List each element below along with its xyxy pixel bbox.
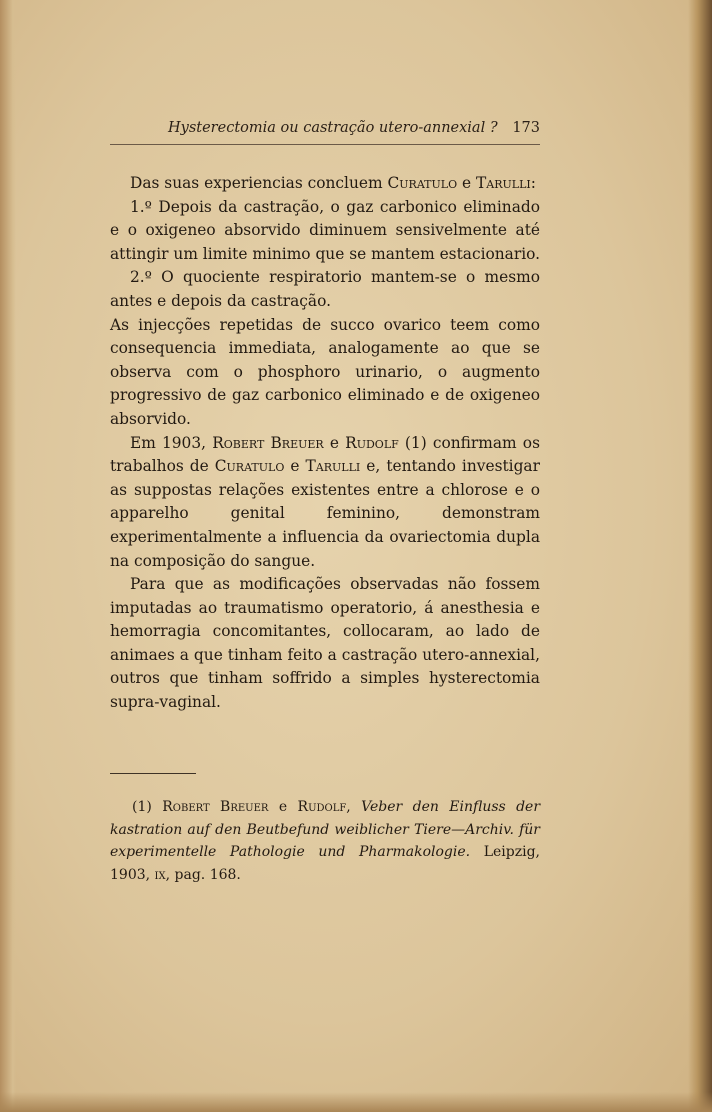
- footnote-rule: [110, 773, 196, 774]
- paragraph-3: 2.º O quociente respiratorio mantem-se o mesmo antes e depois da castração.: [110, 268, 540, 310]
- paragraph-5: Em 1903, Robert Breuer e Rudolf (1) confirmam os trabalhos de Curatulo e Tarulli e, tentando investigar as suppostas relações existentes entre a chlorose e o apparelho genital feminino, demonstram experimentalmente a influencia da ovariectomia dupla na composição do sangue.: [110, 433, 540, 570]
- page-bottom-edge: [0, 1092, 712, 1112]
- paragraph-4: As injecções repetidas de succo ovarico teem como consequencia immediata, analogamente ao que se observa com o phosphoro urinario, o augmento progressivo de gaz carbonico eliminado e de oxigeneo absorvido.: [110, 315, 540, 428]
- footnote: [110, 796, 540, 886]
- author-name: Robert Breuer: [162, 799, 269, 815]
- footnote-text: (1) Robert Breuer e Rudolf, Veber den Einfluss der kastration auf den Beutbefund weiblicher Tiere—Archiv. für experimentelle Pathologie und Pharmakologie. Leipzig, 1903, ix, pag. 168.: [110, 799, 541, 883]
- citation-title: Veber den Einfluss der kastration auf den Beutbefund weiblicher Tiere—Archiv. für experimentelle Pathologie und Pharmakologie.: [110, 799, 541, 860]
- author-name: Curatulo: [387, 174, 458, 192]
- author-name: Robert Breuer: [212, 433, 324, 452]
- author-name: Rudolf: [345, 433, 399, 452]
- running-header: [110, 118, 540, 140]
- author-name: Rudolf,: [297, 799, 351, 815]
- author-name: Tarulli: [476, 174, 531, 192]
- page-right-edge: [688, 0, 712, 1112]
- paragraph-6: Para que as modificações observadas não fossem imputadas ao traumatismo operatorio, á anesthesia e hemorragia concomitantes, collocaram, ao lado de animaes a que tinham feito a castração utero-annexial, outros que tinham soffrido a simples hysterectomia supra-vaginal.: [110, 575, 540, 712]
- page-left-edge: [0, 0, 16, 1112]
- author-name: Tarulli: [305, 457, 361, 476]
- running-title: Hysterectomia ou castração utero-annexial ?: [168, 120, 498, 136]
- header-rule: [110, 144, 540, 145]
- main-text: [110, 172, 540, 715]
- paragraph-1: Das suas experiencias concluem Curatulo e Tarulli:: [130, 174, 536, 192]
- paragraph-2: 1.º Depois da castração, o gaz carbonico eliminado e o oxigeneo absorvido diminuem sensivelmente até attingir um limite minimo que se mantem estacionario.: [110, 197, 541, 263]
- author-name: Curatulo: [214, 457, 285, 476]
- page-number: 173: [512, 120, 540, 136]
